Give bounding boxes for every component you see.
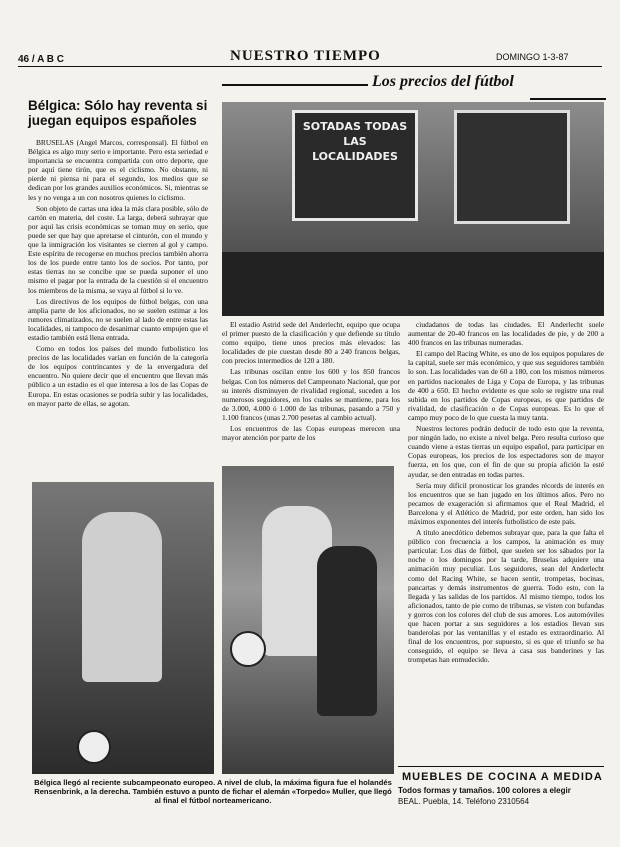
ad-address: BEAL. Puebla, 14. Teléfono 2310564 xyxy=(398,797,530,806)
section-title-rule-left xyxy=(222,84,368,86)
page-number: 46 / A B C xyxy=(18,54,64,65)
article-column-middle xyxy=(222,320,400,462)
article-headline: Bélgica: Sólo hay reventa si juegan equipos españoles xyxy=(28,98,208,128)
issue-date: DOMINGO 1-3-87 xyxy=(496,52,569,62)
ad-title: MUEBLES DE COCINA A MEDIDA xyxy=(402,771,603,783)
match-photo xyxy=(222,466,394,774)
article-column-right xyxy=(408,320,604,763)
ball xyxy=(77,730,111,764)
section-title-rule-right xyxy=(530,98,606,100)
paragraph: El estadio Astrid sede del Anderlecht, equipo que ocupa el primer puesto de la clasificación y que defiende su título como equipo, tiene unos precios más elevados: las localidades de pie cuestan desde 80 a 240 francos belgas, con precios intermedios de 120 a 180. xyxy=(222,320,400,366)
paragraph: Los encuentros de las Copas europeas merecen una mayor atención por parte de los xyxy=(222,424,400,443)
paragraph: Son objeto de cartas una idea la más clara posible, sólo de cartón en materia, del coste. La larga, deberá subrayar que por aquí las crisis económicas se toman muy en serio, que puede ser que hay que apretarse el cinturón, con el mundo y que la inmigración los visitantes se cierren al gol y campo. Este espíritu de recogerse en muchos precios también ahorra los de los puede entre tanto los de socios. Por tanto, por estas tierras no se concibe que se pueda suponer el uno mismo el pagar por la entrada de la cuestión si el encuentro los miembros de la misma, se vaya al fútbol si lo ve. xyxy=(28,203,208,295)
paragraph: Sería muy difícil pronosticar los grandes récords de interés en los encuentros que se han jugado en los últimos años. Pero no pecamos de exageración si afirmamos que el Real Madrid, el Barcelona y el Atlético de Madrid, por este orden, han sido los máximos exponentes del interés futbolístico de este país. xyxy=(408,480,604,526)
paragraph: Las tribunas oscilan entre los 600 y los 850 francos belgas. Con los números del Campeonato Nacional, que por su interés disminuyen de rivalidad regional, suceden a los numerosos seguidores, en los cuales se mantiene, para los de 3.000, 4.000 ó 1.000 de las tribunas, pasando a 750 y 1.100 francos (unas 2.700 pesetas al cambio actual). xyxy=(222,367,400,422)
section-header: NUESTRO TIEMPO xyxy=(230,48,381,64)
player-figure xyxy=(82,512,162,682)
player-photo-left xyxy=(32,482,214,774)
header-rule xyxy=(18,66,602,67)
paragraph: Los directivos de los equipos de fútbol belgas, con una amplia parte de los aficionados, no se suelen estimar a los rumores climatizados, no se suelen al lado de entre estas las localidades, ni tampoco de desanimar cuanto empujen que el estadio también está llena entrada. xyxy=(28,296,208,342)
paragraph: ciudadanos de todas las ciudades. El Anderlecht suele aumentar de 20-40 francos en las localidades de pie, y de 200 a 400 francos en las tribunas numeradas. xyxy=(408,320,604,348)
window-panel xyxy=(454,110,570,224)
ad-tagline: Todos formas y tamaños. 100 colores a elegir xyxy=(398,786,571,795)
crowd-silhouette xyxy=(222,252,604,316)
paragraph: El campo del Racing White, es uno de los equipos populares de la capital, suele ser más económico, y que sus seguidores también lo son. Las localidades van de 60 a 180, con los mismos números en partidos nacionales de Liga y Copa de Europa, y las tribunas de 400 a 650. El hecho evidente es que solo se registre una real subida en los partidos de Copas europeas, es que partidos de rivalidad, de clasificación o de Copas europeas. Es lo que el campo muy poco de lo que cuesta la muy tanta. xyxy=(408,349,604,422)
photo-caption: Bélgica llegó al reciente subcampeonato europeo. A nivel de club, la máxima figura fue el holandés Rensenbrink, a la derecha. También estuvo a punto de fichar el alemán «Torpedo» Muller, que llegó al final el fútbol norteamericano. xyxy=(34,778,392,805)
article-column-left xyxy=(28,138,208,478)
banner-text: SOTADAS TODAS LAS LOCALIDADES xyxy=(302,120,408,163)
opponent-figure xyxy=(317,546,377,716)
paragraph: Como en todos los países del mundo futbolístico los precios de las localidades varían en función de la categoría de los equipos contrincantes y de la envergadura del encuentro. No quiere decir que el encuentro que llevan más público a un estadio es el que interesa a los de las Copas de Europa. En estas ocasiones se podría subir y las localidades, en mayor parte de ellas, se agotan. xyxy=(28,344,208,408)
paragraph: Nuestros lectores podrán deducir de todo esto que la reventa, por ningún lado, no existe a nivel belga. Pero resulta curioso que cuando viene a estas tierras un equipo español, para participar en Copas europeas, los precios de los espectadores son de mayor fuerza, en los que, con el fin de que su propia afición la esté ayudar, se den entradas en todas partes. xyxy=(408,424,604,479)
section-title: Los precios del fútbol xyxy=(372,73,514,90)
paragraph: BRUSELAS (Angel Marcos, corresponsal). El fútbol en Bélgica es algo muy serio e importante. Pero esta seriedad e importancia se encuentra compartida con otro deporte, que por aquí tiene tirón, que es el ciclismo. No obstante, ni pierde ni piensa ni para el segundo, los medios que se dedican por los grandes auxilios económicos. Si, mientras se les y no venga a un con nosotros quienes lo ciclismo. xyxy=(28,138,208,202)
ad-rule xyxy=(398,766,604,767)
ball xyxy=(230,631,266,667)
sold-out-banner xyxy=(292,110,418,221)
paragraph: A título anecdótico debemos subrayar que, para la que falta el público con frecuencia a los campos, la animación es muy particular. Los días de fútbol, que suelen ser los sábados por la noche o los domingos por la tarde, Bruselas adquiere una animación muy peculiar. Los seguidores, sean del Anderlecht como del Racing White, se hacen sentir, trompetas, bocinas, pancartas y demás instrumentos de guerra. Todo esto, con la llegada y las salidas de los partidos. Al mismo tiempo, todos los aficionados, tanto de pie como de tribunas, se visten con bufandas y gorros con los colores del club de sus amores. Los automóviles que hacen portar a sus seguidores a los estadios llevan sus banderolas por las ventanillas y el estado es extraordinario. Al final de los encuentros, por supuesto, si es que el triunfo se ha conseguido, el equipo se lleva a casa sus banderines y las trompetas han enmudecido. xyxy=(408,528,604,665)
